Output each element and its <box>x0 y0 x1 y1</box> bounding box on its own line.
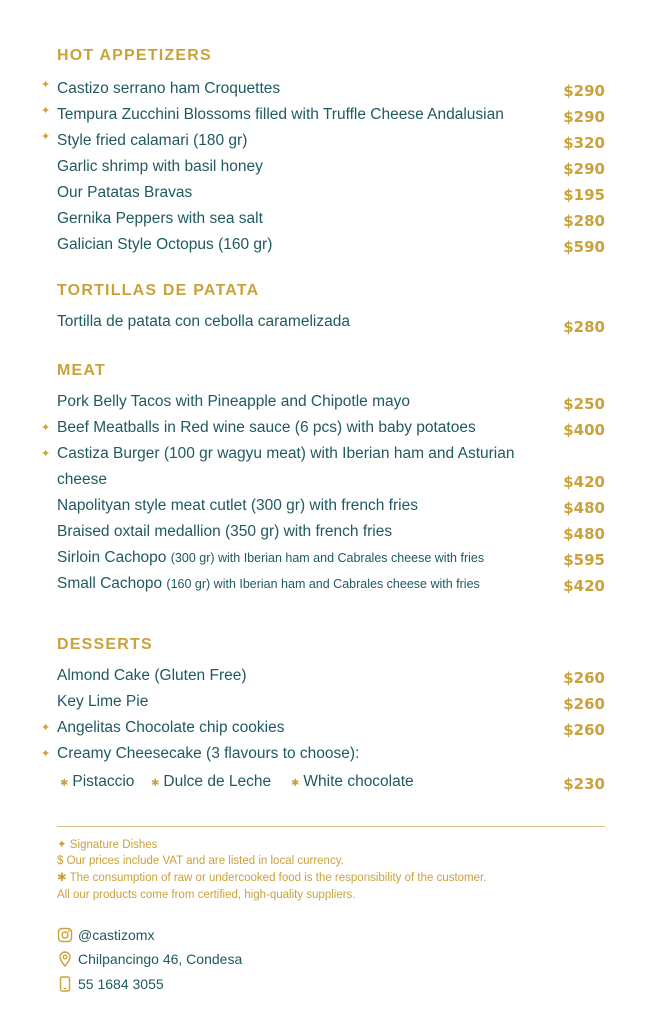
flavor-option <box>60 769 134 797</box>
flavor-label: Pistaccio <box>72 773 135 790</box>
menu-item <box>41 415 605 441</box>
section-title-desserts: DESSERTS <box>57 636 153 653</box>
flavor-option <box>291 769 414 797</box>
sparkle-icon: ✦ <box>41 422 51 434</box>
menu-item <box>57 232 605 258</box>
menu-item <box>57 309 605 343</box>
sparkle-icon: ✦ <box>41 79 51 91</box>
menu-item <box>41 128 605 154</box>
sparkle-icon: ✦ <box>41 105 51 117</box>
menu-item <box>41 741 605 767</box>
location-pin-icon <box>57 951 73 967</box>
menu-item <box>57 154 605 180</box>
item-price: $480 <box>563 499 605 517</box>
item-price: $260 <box>563 721 605 739</box>
note-prices: $ Our prices include VAT and are listed in local currency. <box>57 855 344 867</box>
item-price: $595 <box>563 551 605 569</box>
item-price: $260 <box>563 695 605 713</box>
sparkle-icon: ✦ <box>57 839 67 851</box>
note-suppliers: All our products come from certified, high-quality suppliers. <box>57 889 356 901</box>
item-price: $290 <box>563 108 605 126</box>
item-name: Small Cachopo <box>57 575 163 592</box>
item-name: Garlic shrimp with basil honey <box>57 158 263 175</box>
item-name: Beef Meatballs in Red wine sauce (6 pcs) with baby potatoes <box>57 419 476 436</box>
menu-item <box>41 441 605 493</box>
address-text: Chilpancingo 46, Condesa <box>78 951 243 967</box>
item-name: Creamy Cheesecake (3 flavours to choose): <box>57 745 360 762</box>
flavor-option <box>151 769 271 797</box>
item-name-wrap <box>57 545 484 571</box>
flavor-price-row <box>545 769 605 795</box>
note-text: Signature Dishes <box>69 839 158 851</box>
item-price: $280 <box>563 318 605 336</box>
menu-item <box>57 519 605 545</box>
item-name-wrap <box>57 571 480 597</box>
item-price: $420 <box>563 577 605 595</box>
section-title-meat: MEAT <box>57 362 106 379</box>
item-name: Angelitas Chocolate chip cookies <box>57 719 285 736</box>
item-name: Style fried calamari (180 gr) <box>57 132 248 149</box>
menu-item <box>57 493 605 519</box>
section-title-hot-appetizers: HOT APPETIZERS <box>57 47 212 64</box>
asterisk-icon: ✱ <box>60 778 69 789</box>
menu-item <box>41 715 605 741</box>
note-text: The consumption of raw or undercooked food is the responsibility of the customer. <box>69 872 487 884</box>
item-name: Gernika Peppers with sea salt <box>57 210 263 227</box>
sparkle-icon: ✦ <box>41 448 51 460</box>
menu-item <box>57 206 605 232</box>
instagram-handle: @castizomx <box>78 927 155 943</box>
menu-item <box>57 389 605 415</box>
contact-phone[interactable] <box>57 976 164 992</box>
phone-icon <box>57 976 73 992</box>
item-price: $290 <box>563 82 605 100</box>
item-name: Tempura Zucchini Blossoms filled with Truffle Cheese Andalusian <box>57 106 504 123</box>
section-title-tortillas: TORTILLAS DE PATATA <box>57 282 260 299</box>
menu-item <box>57 180 605 206</box>
sparkle-icon: ✦ <box>41 748 51 760</box>
item-price: $400 <box>563 421 605 439</box>
item-detail: (300 gr) with Iberian ham and Cabrales cheese with fries <box>170 551 485 565</box>
item-price: $290 <box>563 160 605 178</box>
flavor-label: White chocolate <box>303 773 414 790</box>
menu-item <box>41 102 605 128</box>
menu-item <box>57 663 605 689</box>
item-price: $250 <box>563 395 605 413</box>
menu-item <box>57 689 605 715</box>
item-detail: (160 gr) with Iberian ham and Cabrales cheese with fries <box>166 577 480 591</box>
asterisk-icon: ✱ <box>291 778 300 789</box>
item-price: $195 <box>563 186 605 204</box>
phone-number: 55 1684 3055 <box>78 976 164 992</box>
item-price: $320 <box>563 134 605 152</box>
item-name: Key Lime Pie <box>57 693 149 710</box>
item-price: $590 <box>563 238 605 256</box>
flavor-label: Dulce de Leche <box>163 773 272 790</box>
item-price: $480 <box>563 525 605 543</box>
instagram-icon <box>57 927 73 943</box>
note-raw <box>57 870 486 887</box>
item-name: Pork Belly Tacos with Pineapple and Chipotle mayo <box>57 393 410 410</box>
menu-item <box>57 571 605 597</box>
contact-instagram[interactable] <box>57 927 154 943</box>
item-name: Almond Cake (Gluten Free) <box>57 667 247 684</box>
sparkle-icon: ✦ <box>41 722 51 734</box>
contact-address[interactable] <box>57 951 242 967</box>
sparkle-icon: ✦ <box>41 131 51 143</box>
item-name: Castizo serrano ham Croquettes <box>57 80 281 97</box>
asterisk-icon: ✱ <box>151 778 160 789</box>
asterisk-icon: ✱ <box>57 872 67 884</box>
item-price: $260 <box>563 669 605 687</box>
item-price: $230 <box>563 775 605 793</box>
item-name: Sirloin Cachopo <box>57 549 167 566</box>
item-name-continued: cheese <box>57 471 107 488</box>
item-price: $420 <box>563 473 605 491</box>
item-name: Galician Style Octopus (160 gr) <box>57 236 273 253</box>
divider <box>57 826 605 827</box>
item-name: Castiza Burger (100 gr wagyu meat) with Iberian ham and Asturian <box>57 445 515 462</box>
item-name: Our Patatas Bravas <box>57 184 193 201</box>
item-name: Braised oxtail medallion (350 gr) with french fries <box>57 523 393 540</box>
menu-item <box>41 76 605 102</box>
note-signature <box>57 837 157 854</box>
item-name: Napolityan style meat cutlet (300 gr) with french fries <box>57 497 418 514</box>
item-price: $280 <box>563 212 605 230</box>
menu-item <box>57 545 605 571</box>
item-name: Tortilla de patata con cebolla caramelizada <box>57 313 350 330</box>
